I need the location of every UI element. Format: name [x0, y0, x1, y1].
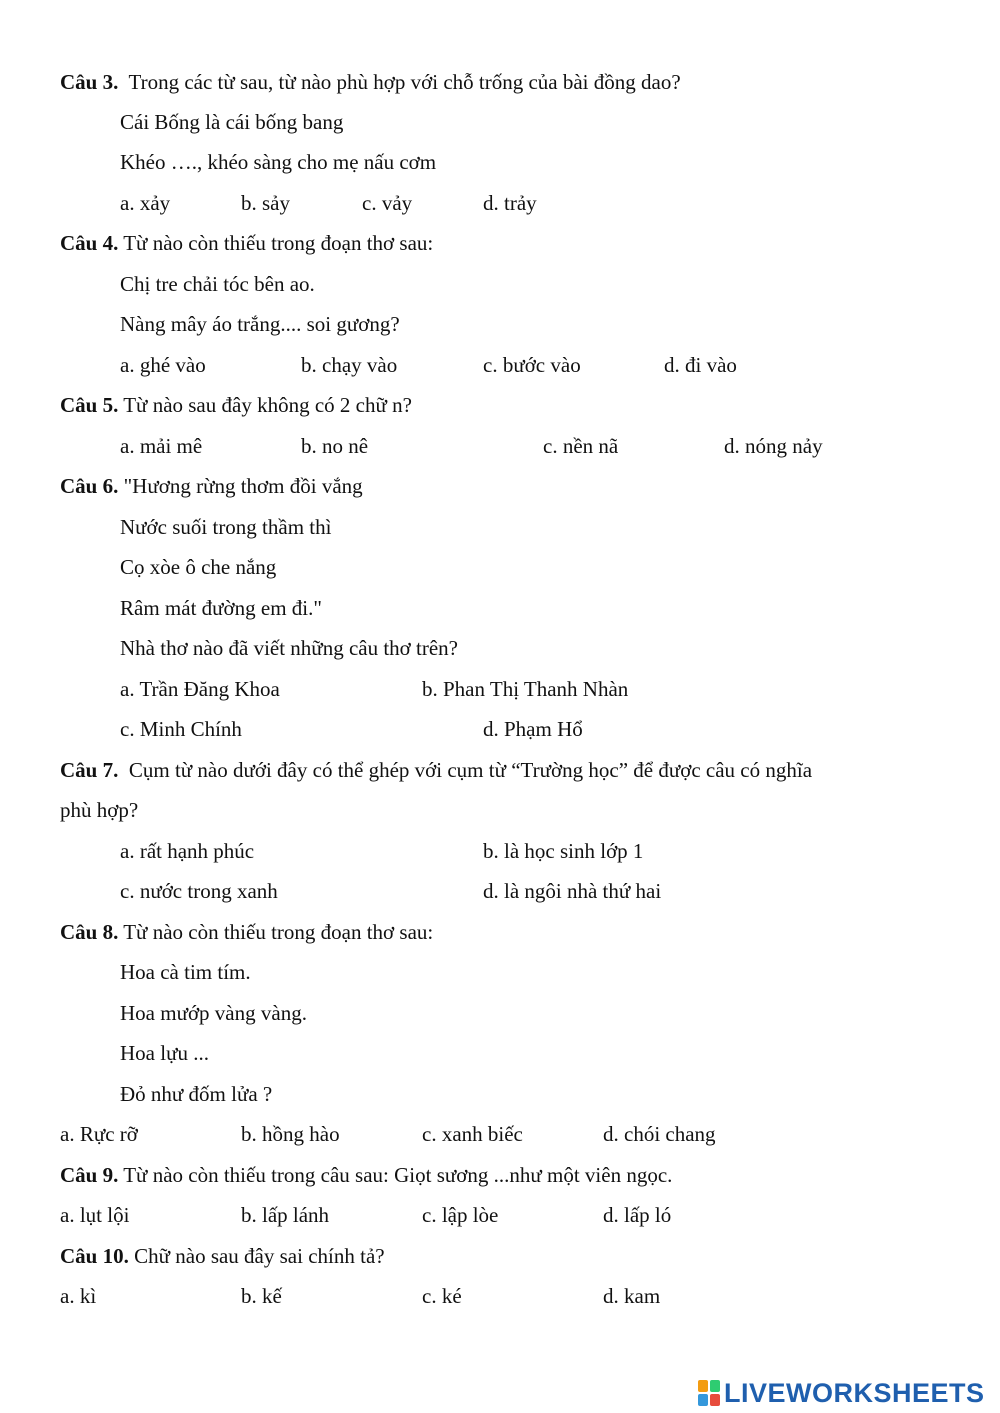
question-9-text: Từ nào còn thiếu trong câu sau: Giọt sương ...như một viên ngọc. — [123, 1163, 673, 1187]
question-8-text: Từ nào còn thiếu trong đoạn thơ sau: — [123, 920, 434, 944]
question-7-option-d: d. là ngôi nhà thứ hai — [483, 879, 662, 903]
question-8-stem — [60, 920, 433, 944]
question-8-verse-1: Hoa cà tim tím. — [120, 960, 251, 984]
question-7-text: Cụm từ nào dưới đây có thể ghép với cụm từ “Trường học” để được câu có nghĩa — [128, 758, 813, 782]
question-6-verse-3: Râm mát đường em đi." — [120, 596, 322, 620]
question-6-option-a: a. Trần Đăng Khoa — [120, 677, 280, 701]
question-8-label: Câu 8. — [60, 920, 119, 944]
question-5-option-d: d. nóng nảy — [724, 434, 823, 458]
question-3-option-b: b. sảy — [241, 191, 290, 215]
question-10-option-c: c. ké — [422, 1284, 462, 1308]
question-3-verse-1: Cái Bống là cái bống bang — [120, 110, 344, 134]
question-3-option-c: c. vảy — [362, 191, 413, 215]
question-3-text: Trong các từ sau, từ nào phù hợp với chỗ trống của bài đồng dao? — [128, 70, 681, 94]
liveworksheets-logo-icon — [698, 1380, 720, 1406]
liveworksheets-brand: LIVEWORKSHEETS — [724, 1377, 985, 1408]
question-10-stem — [60, 1244, 385, 1268]
question-8-verse-2: Hoa mướp vàng vàng. — [120, 1001, 307, 1025]
question-10-option-a: a. kì — [60, 1284, 97, 1308]
question-7-option-a: a. rất hạnh phúc — [120, 839, 255, 863]
question-4-verse-2: Nàng mây áo trắng.... soi gương? — [120, 312, 400, 336]
question-5-text: Từ nào sau đây không có 2 chữ n? — [123, 393, 412, 417]
question-9-option-c: c. lập lòe — [422, 1203, 499, 1227]
question-6-option-c: c. Minh Chính — [120, 717, 242, 741]
question-9-stem — [60, 1163, 672, 1187]
question-6-verse-2: Cọ xòe ô che nắng — [120, 555, 277, 579]
question-5-option-b: b. no nê — [301, 434, 369, 458]
question-8-option-b: b. hồng hào — [241, 1122, 340, 1146]
question-6-label: Câu 6. — [60, 474, 119, 498]
question-6-prompt: Nhà thơ nào đã viết những câu thơ trên? — [120, 636, 458, 660]
question-4-option-a: a. ghé vào — [120, 353, 206, 377]
question-9-option-d: d. lấp ló — [603, 1203, 672, 1227]
question-4-option-b: b. chạy vào — [301, 353, 398, 377]
question-10-option-b: b. kế — [241, 1284, 282, 1308]
question-8-option-d: d. chói chang — [603, 1122, 716, 1146]
question-8-option-c: c. xanh biếc — [422, 1122, 523, 1146]
question-5-option-a: a. mải mê — [120, 434, 203, 458]
liveworksheets-logo — [698, 1378, 985, 1408]
question-3-option-a: a. xảy — [120, 191, 171, 215]
question-9-option-b: b. lấp lánh — [241, 1203, 330, 1227]
question-5-option-c: c. nền nã — [543, 434, 619, 458]
question-3-label: Câu 3. — [60, 70, 119, 94]
question-7-stem — [60, 758, 812, 782]
question-10-option-d: d. kam — [603, 1284, 661, 1308]
question-7-option-b: b. là học sinh lớp 1 — [483, 839, 644, 863]
question-4-verse-1: Chị tre chải tóc bên ao. — [120, 272, 315, 296]
question-4-text: Từ nào còn thiếu trong đoạn thơ sau: — [123, 231, 434, 255]
question-5-label: Câu 5. — [60, 393, 119, 417]
question-6-stem — [60, 474, 363, 498]
question-6-verse-1: Nước suối trong thầm thì — [120, 515, 332, 539]
question-10-label: Câu 10. — [60, 1244, 129, 1268]
question-10-text: Chữ nào sau đây sai chính tả? — [134, 1244, 385, 1268]
question-9-option-a: a. lụt lội — [60, 1203, 130, 1227]
question-6-option-b: b. Phan Thị Thanh Nhàn — [422, 677, 629, 701]
question-3-verse-2: Khéo …., khéo sàng cho mẹ nấu cơm — [120, 150, 437, 174]
question-8-verse-3: Hoa lựu ... — [120, 1041, 209, 1065]
question-3-option-d: d. trảy — [483, 191, 537, 215]
question-4-option-d: d. đi vào — [664, 353, 737, 377]
question-4-stem — [60, 231, 433, 255]
question-7-label: Câu 7. — [60, 758, 119, 782]
question-8-option-a: a. Rực rỡ — [60, 1122, 138, 1146]
question-3-stem — [60, 70, 681, 94]
question-6-option-d: d. Phạm Hổ — [483, 717, 583, 741]
question-7-option-c: c. nước trong xanh — [120, 879, 278, 903]
question-4-option-c: c. bước vào — [483, 353, 581, 377]
question-8-verse-4: Đỏ như đốm lửa ? — [120, 1082, 273, 1106]
question-6-text: "Hương rừng thơm đồi vắng — [123, 474, 363, 498]
question-5-stem — [60, 393, 412, 417]
question-9-label: Câu 9. — [60, 1163, 119, 1187]
question-4-label: Câu 4. — [60, 231, 119, 255]
question-7-text-continued: phù hợp? — [60, 798, 139, 822]
